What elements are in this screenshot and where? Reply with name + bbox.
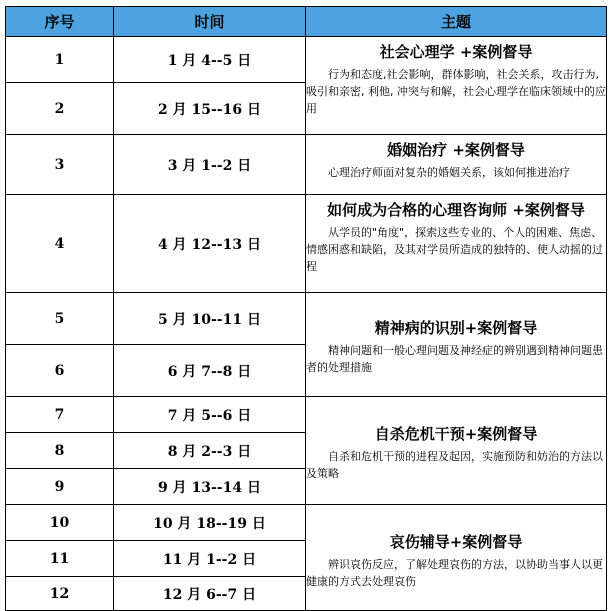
row-date: 11 月 1--2 日 bbox=[114, 541, 306, 577]
topic-description: 行为和态度,社会影响，群体影响，社会关系，攻击行为, 吸引和亲密, 利他, 冲突与和解，社会心理学在临床领域中的应用 bbox=[306, 68, 606, 115]
topic-description: 从学员的"角度"，探索这些专业的、个人的困难、焦虑、情感困惑和缺陷，及其对学员所造成的独特的、使人动摇的过程 bbox=[306, 226, 603, 273]
row-date: 3 月 1--2 日 bbox=[114, 135, 306, 195]
table-row bbox=[6, 37, 607, 83]
header-topic: 主题 bbox=[306, 7, 607, 37]
table-row bbox=[6, 505, 607, 541]
topic-title: 哀伤辅导+案例督导 bbox=[389, 533, 523, 551]
row-number: 7 bbox=[6, 397, 114, 433]
row-number: 5 bbox=[6, 293, 114, 345]
row-number: 1 bbox=[6, 37, 114, 83]
row-number: 11 bbox=[6, 541, 114, 577]
row-date: 8 月 2--3 日 bbox=[114, 433, 306, 469]
row-number: 3 bbox=[6, 135, 114, 195]
table-row bbox=[6, 293, 607, 345]
topic-cell bbox=[306, 135, 607, 195]
table-row bbox=[6, 195, 607, 293]
topic-title: 如何成为合格的心理咨询师 +案例督导 bbox=[327, 201, 585, 219]
topic-description: 辨识哀伤反应，了解处理哀伤的方法，以协助当事人以更健康的方式去处理哀伤 bbox=[306, 558, 603, 588]
row-date: 12 月 6--7 日 bbox=[114, 577, 306, 611]
header-row bbox=[6, 7, 607, 37]
topic-cell bbox=[306, 195, 607, 293]
topic-description: 自杀和危机干预的进程及起因，实施预防和妨治的方法以及策略 bbox=[306, 450, 603, 480]
topic-cell bbox=[306, 505, 607, 611]
table-row bbox=[6, 397, 607, 433]
topic-title: 自杀危机干预+案例督导 bbox=[374, 425, 538, 443]
row-date: 6 月 7--8 日 bbox=[114, 345, 306, 397]
row-date: 7 月 5--6 日 bbox=[114, 397, 306, 433]
topic-cell bbox=[306, 397, 607, 505]
row-number: 8 bbox=[6, 433, 114, 469]
header-time: 时间 bbox=[114, 7, 306, 37]
row-date: 4 月 12--13 日 bbox=[114, 195, 306, 293]
row-date: 9 月 13--14 日 bbox=[114, 469, 306, 505]
row-date: 2 月 15--16 日 bbox=[114, 83, 306, 135]
row-number: 9 bbox=[6, 469, 114, 505]
row-number: 4 bbox=[6, 195, 114, 293]
row-date: 5 月 10--11 日 bbox=[114, 293, 306, 345]
header-number: 序号 bbox=[6, 7, 114, 37]
row-date: 1 月 4--5 日 bbox=[114, 37, 306, 83]
row-number: 12 bbox=[6, 577, 114, 611]
row-number: 10 bbox=[6, 505, 114, 541]
topic-description: 心理治疗师面对复杂的婚姻关系，该如何推进治疗 bbox=[328, 166, 570, 179]
topic-title: 精神病的识别+案例督导 bbox=[374, 319, 538, 337]
topic-cell bbox=[306, 37, 607, 135]
row-number: 6 bbox=[6, 345, 114, 397]
row-date: 10 月 18--19 日 bbox=[114, 505, 306, 541]
topic-title: 社会心理学 +案例督导 bbox=[379, 43, 533, 61]
topic-description: 精神问题和一般心理问题及神经症的辨别遇到精神问题患者的处理措施 bbox=[306, 344, 603, 374]
table-row bbox=[6, 135, 607, 195]
schedule-table bbox=[5, 6, 607, 611]
row-number: 2 bbox=[6, 83, 114, 135]
topic-cell bbox=[306, 293, 607, 397]
topic-title: 婚姻治疗 +案例督导 bbox=[387, 141, 525, 159]
